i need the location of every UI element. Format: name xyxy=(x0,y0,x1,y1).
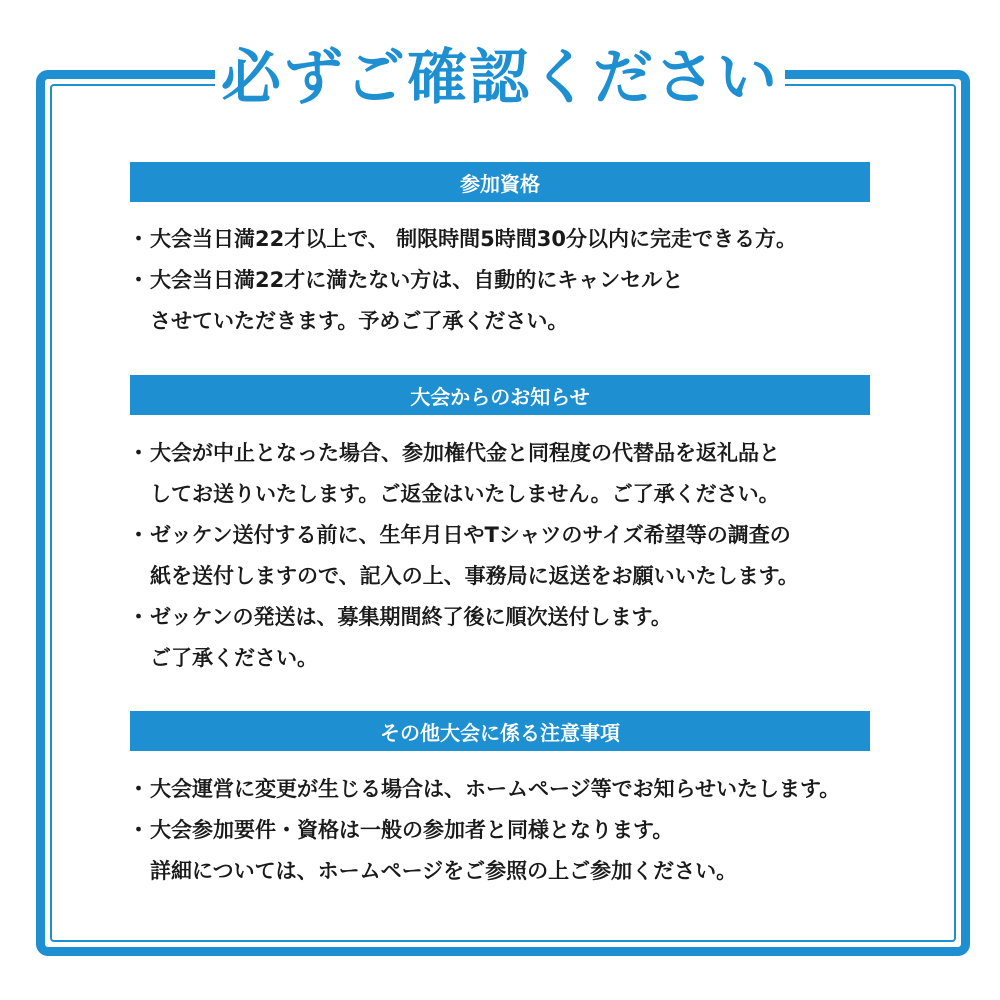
section-header-notices: 大会からのお知らせ xyxy=(130,375,870,415)
list-item xyxy=(128,433,928,474)
bullet: ・ xyxy=(128,227,149,251)
section-body-other-notes xyxy=(128,769,928,892)
item-text: ゼッケン送付する前に、生年月日やTシャツのサイズ希望等の調査の xyxy=(150,523,791,547)
section-body-notices xyxy=(128,433,928,679)
list-item xyxy=(128,260,928,301)
title-banner xyxy=(215,40,785,116)
list-item xyxy=(128,515,928,556)
section-header-eligibility: 参加資格 xyxy=(130,162,870,202)
item-text: してお送りいたします。ご返金はいたしません。ご了承ください。 xyxy=(150,482,780,506)
list-item-continuation xyxy=(128,556,928,597)
list-item-continuation xyxy=(128,301,928,342)
list-item xyxy=(128,597,928,638)
list-item-continuation xyxy=(128,474,928,515)
item-text: 大会参加要件・資格は一般の参加者と同様となります。 xyxy=(150,818,674,842)
bullet: ・ xyxy=(128,605,149,629)
list-item-continuation xyxy=(128,851,928,892)
bullet: ・ xyxy=(128,818,149,842)
section-body-eligibility xyxy=(128,219,928,342)
bullet: ・ xyxy=(128,777,149,801)
bullet: ・ xyxy=(128,523,149,547)
list-item xyxy=(128,219,928,260)
item-text: 詳細については、ホームページをご参照の上ご参加ください。 xyxy=(150,859,738,883)
item-text: 大会が中止となった場合、参加権代金と同程度の代替品を返礼品と xyxy=(150,441,780,465)
item-text: させていただきます。予めご了承ください。 xyxy=(150,309,569,333)
page-title: 必ずご確認ください xyxy=(221,43,779,113)
list-item xyxy=(128,810,928,851)
item-text: 大会運営に変更が生じる場合は、ホームページ等でお知らせいたします。 xyxy=(150,777,841,801)
list-item-continuation xyxy=(128,638,928,679)
item-text: 大会当日満22才以上で、 制限時間5時間30分以内に完走できる方。 xyxy=(150,227,797,251)
item-text: 紙を送付しますので、記入の上、事務局に返送をお願いいたします。 xyxy=(150,564,799,588)
bullet: ・ xyxy=(128,441,149,465)
section-header-other-notes: その他大会に係る注意事項 xyxy=(130,711,870,751)
item-text: 大会当日満22才に満たない方は、自動的にキャンセルと xyxy=(150,268,684,292)
list-item xyxy=(128,769,928,810)
item-text: ゼッケンの発送は、募集期間終了後に順次送付します。 xyxy=(150,605,672,629)
bullet: ・ xyxy=(128,268,149,292)
item-text: ご了承ください。 xyxy=(150,646,318,670)
